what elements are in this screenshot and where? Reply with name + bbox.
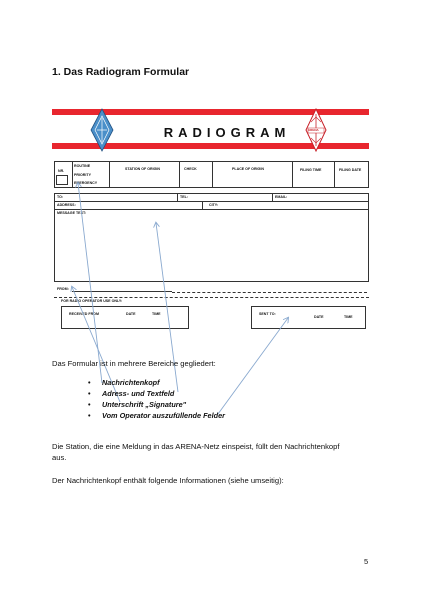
operator-use-label: FOR RADIO OPERATOR USE ONLY: bbox=[61, 299, 123, 303]
city-label: CITY: bbox=[209, 203, 219, 207]
paragraph-nachrichtenkopf: Der Nachrichtenkopf enthält folgende Informationen (siehe umseitig): bbox=[52, 476, 284, 485]
message-text-label: MESSAGE TEXT: bbox=[57, 211, 86, 215]
to-label: TO: bbox=[57, 195, 64, 199]
sent-to-label: SENT TO: bbox=[259, 312, 276, 316]
check-label: CHECK bbox=[184, 167, 197, 171]
precedence-priority: PRIORITY bbox=[74, 173, 91, 177]
email-label: EMAIL: bbox=[275, 195, 288, 199]
address-label: ADDRESS: bbox=[57, 203, 76, 207]
bullet-text: Unterschrift „Signature" bbox=[102, 400, 187, 409]
filing-date-label: FILING DATE bbox=[339, 168, 362, 172]
sent-time-label: TIME bbox=[344, 315, 353, 319]
tel-label: TEL: bbox=[180, 195, 188, 199]
precedence-emergency: EMERGENCY bbox=[74, 181, 98, 185]
nr-label: NR. bbox=[58, 169, 65, 173]
bullet-text: Vom Operator auszufüllende Felder bbox=[102, 411, 225, 420]
emblem-label: ARENA bbox=[308, 128, 319, 132]
page-number: 5 bbox=[364, 557, 369, 566]
arrow-nachrichtenkopf bbox=[78, 183, 102, 383]
bullet-text: Nachrichtenkopf bbox=[102, 378, 160, 387]
place-of-origin-label: PLACE OF ORIGIN bbox=[232, 167, 264, 171]
from-label: FROM: bbox=[57, 287, 69, 291]
filing-time-label: FILING TIME bbox=[300, 168, 322, 172]
radiogram-title: RADIOGRAM bbox=[163, 125, 291, 140]
section-heading: 1. Das Radiogram Formular bbox=[52, 66, 190, 78]
received-date-label: DATE bbox=[126, 312, 136, 316]
precedence-routine: ROUTINE bbox=[74, 164, 91, 168]
received-time-label: TIME bbox=[152, 312, 161, 316]
received-from-label: RECEIVED FROM bbox=[69, 312, 99, 316]
station-of-origin-label: STATION OF ORIGIN bbox=[125, 167, 161, 171]
paragraph-station: Die Station, die eine Meldung in das ARENA-Netz einspeist, füllt den Nachrichtenkopf aus. bbox=[52, 442, 340, 462]
sent-date-label: DATE bbox=[314, 315, 324, 319]
intro-text: Das Formular ist in mehrere Bereiche gegliedert: bbox=[52, 359, 216, 368]
bullet-text: Adress- und Textfeld bbox=[102, 389, 175, 398]
arrow-operator-fields bbox=[218, 318, 288, 414]
